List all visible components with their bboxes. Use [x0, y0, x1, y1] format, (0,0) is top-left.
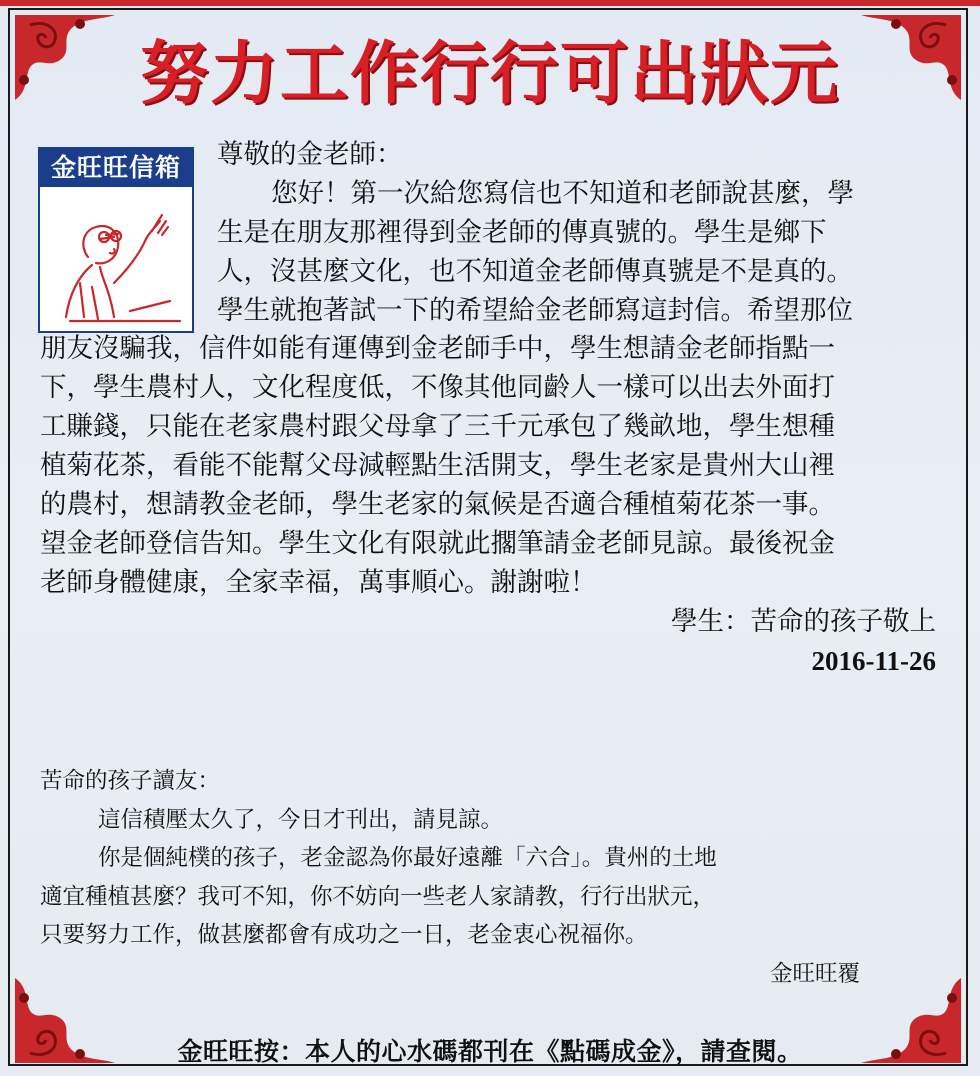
- letter-line: 的農村，想請教金老師，學生老家的氣候是否適合種植菊花茶一事。: [40, 489, 835, 521]
- letter-line: 下，學生農村人，文化程度低，不像其他同齡人一樣可以出去外面打: [40, 372, 835, 404]
- column-label: 金旺旺信箱: [40, 149, 192, 187]
- letter-salutation: 尊敬的金老師：: [217, 139, 403, 170]
- reply-line: 適宜種植甚麼？我可不知，你不妨向一些老人家請教，行行出狀元，: [40, 883, 716, 910]
- reader-letter: [40, 136, 940, 680]
- letter-line: 老師身體健康，全家幸福，萬事順心。謝謝啦！: [40, 566, 597, 598]
- reply-line: 你是個純樸的孩子，老金認為你最好遠離「六合」。貴州的土地: [98, 845, 717, 871]
- letter-date: 2016-11-26: [811, 645, 936, 676]
- letter-line: 望金老師登信告知。學生文化有限就此擱筆請金老師見諒。最後祝金: [40, 527, 835, 559]
- reply-line: 這信積壓太久了，今日才刊出，請見諒。: [98, 806, 504, 833]
- letter-line: 人，沒甚麼文化，也不知道金老師傳真號是不是真的。: [217, 255, 853, 287]
- letter-line: 您好！第一次給您寫信也不知道和老師說甚麼，學: [271, 177, 854, 209]
- top-red-strip: [0, 0, 980, 6]
- letter-line: 學生就抱著試一下的希望給金老師寫這封信。希望那位: [217, 294, 853, 326]
- letter-line: 生是在朋友那裡得到金老師的傳真號的。學生是鄉下: [217, 216, 827, 248]
- footer-note: 金旺旺按：本人的心水碼都刊在《點碼成金》，請查閱。: [177, 1037, 803, 1066]
- reply-line: 只要努力工作，做甚麼都會有成功之一日，老金衷心祝福你。: [40, 922, 648, 948]
- headline: 努力工作行行可出狀元: [139, 35, 840, 114]
- letter-line: 朋友沒騙我，信件如能有運傳到金老師手中，學生想請金老師指點一: [40, 333, 835, 365]
- letter-signature: 學生：苦命的孩子敬上: [671, 605, 936, 637]
- letter-line: 植菊花茶，看能不能幫父母減輕點生活開支，學生老家是貴州大山裡: [40, 450, 835, 482]
- columnist-reply: [40, 762, 940, 993]
- reply-salutation: 苦命的孩子讀友：: [40, 768, 221, 794]
- letter-line: 工賺錢，只能在老家農村跟父母拿了三千元承包了幾畝地，學生想種: [40, 411, 835, 443]
- reply-signature: 金旺旺覆: [769, 960, 860, 987]
